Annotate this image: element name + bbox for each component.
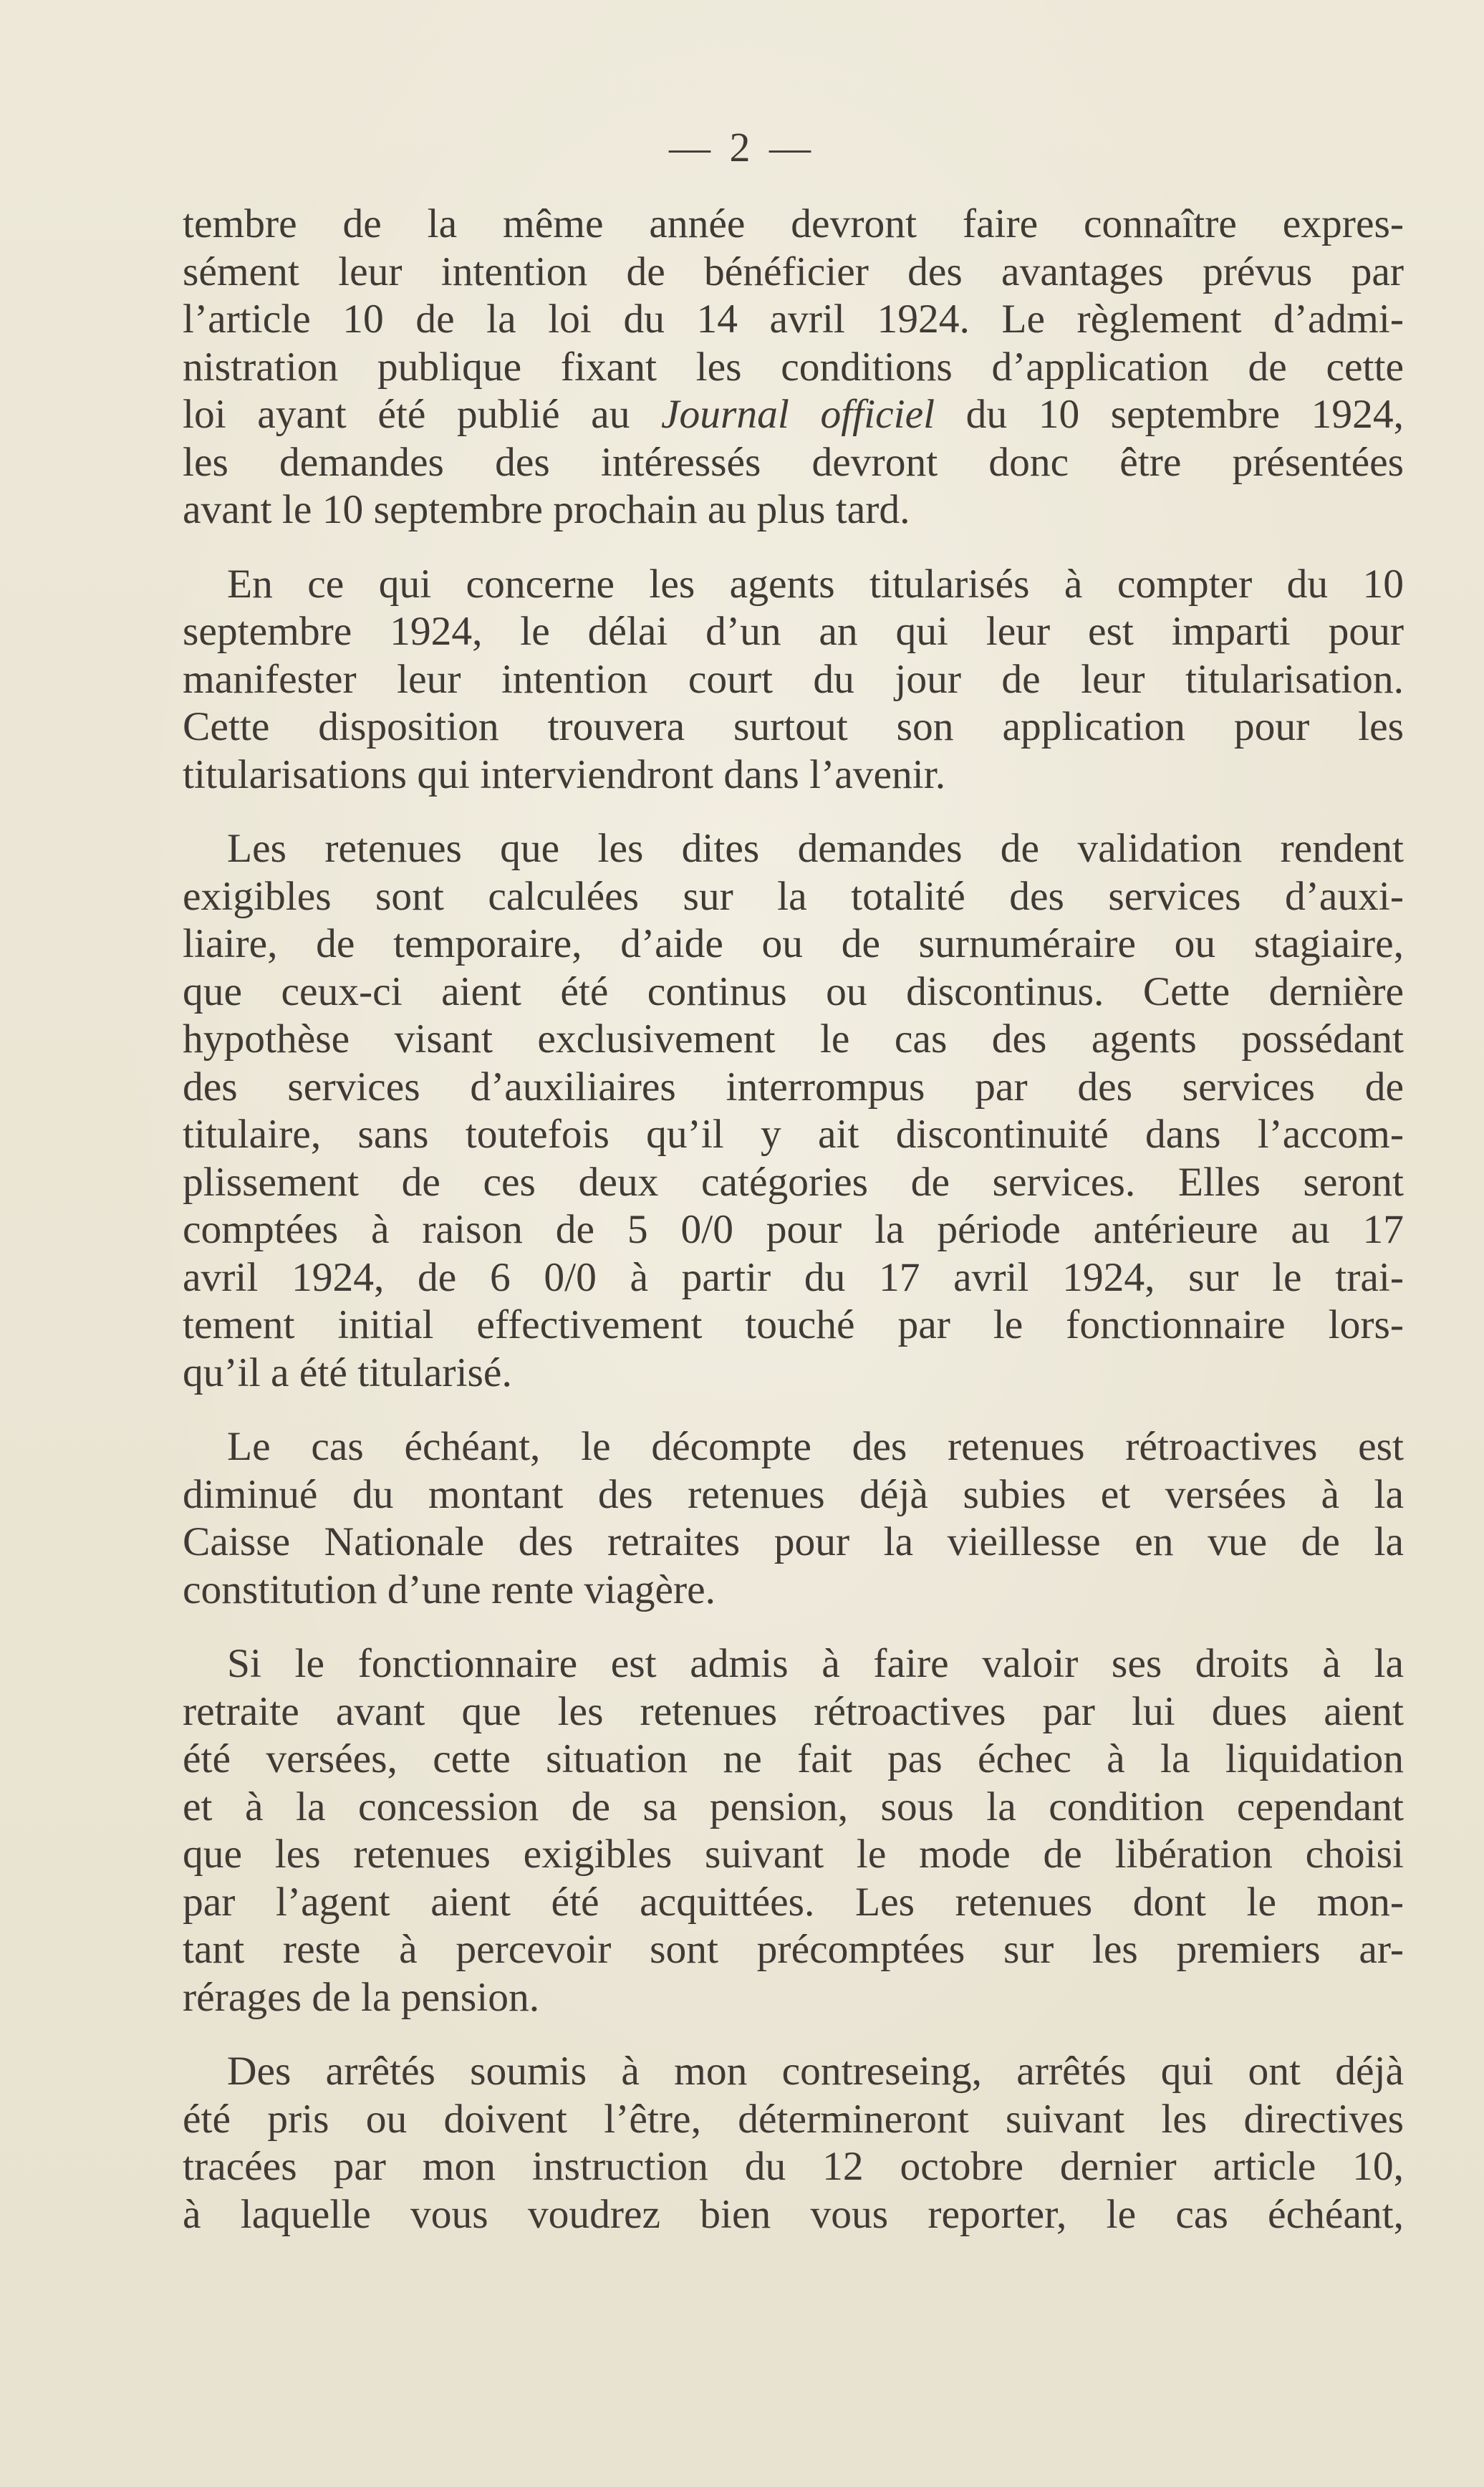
text-line: hypothèse visant exclusivement le cas des agents possédant <box>183 1016 1404 1062</box>
text-line: avril 1924, de 6 0/0 à partir du 17 avril 1924, sur le trai- <box>183 1254 1404 1300</box>
text-line: des services d’auxiliaires interrompus par des services de <box>183 1064 1404 1110</box>
text-line: Cette disposition trouvera surtout son application pour les <box>183 704 1404 749</box>
text-line: Si le fonctionnaire est admis à faire valoir ses droits à la <box>227 1641 1404 1686</box>
italic-title: Journal officiel <box>661 392 935 437</box>
text-line: nistration publique fixant les conditions d’application de cette <box>183 344 1404 390</box>
text-line: tement initial effectivement touché par le fonctionnaire lors- <box>183 1302 1404 1347</box>
text-line: comptées à raison de 5 0/0 pour la période antérieure au 17 <box>183 1207 1404 1252</box>
text-line: plissement de ces deux catégories de services. Elles seront <box>183 1159 1404 1205</box>
paragraph <box>183 1423 1404 1614</box>
text-line: septembre 1924, le délai d’un an qui leur est imparti pour <box>183 609 1404 654</box>
text-line: Caisse Nationale des retraites pour la vieillesse en vue de la <box>183 1519 1404 1564</box>
paragraph <box>183 561 1404 799</box>
text-line: et à la concession de sa pension, sous la condition cependant <box>183 1784 1404 1829</box>
paragraph <box>183 2048 1404 2238</box>
text-line: Des arrêtés soumis à mon contreseing, arrêtés qui ont déjà <box>227 2049 1404 2094</box>
text-line: En ce qui concerne les agents titularisés à compter du 10 <box>227 561 1404 607</box>
text-line: exigibles sont calculées sur la totalité des services d’auxi- <box>183 873 1404 919</box>
text-line: constitution d’une rente viagère. <box>183 1567 716 1612</box>
body-text <box>183 201 1404 2238</box>
text-line: que ceux-ci aient été continus ou discontinus. Cette dernière <box>183 968 1404 1014</box>
text-line: titularisations qui interviendront dans l’avenir. <box>183 751 946 797</box>
text-line: été versées, cette situation ne fait pas échec à la liquidation <box>183 1736 1404 1781</box>
text-line: diminué du montant des retenues déjà subies et versées à la <box>183 1471 1404 1517</box>
text-line: tant reste à percevoir sont précomptées sur les premiers ar- <box>183 1927 1404 1972</box>
paragraph <box>183 1640 1404 2021</box>
text-line: l’article 10 de la loi du 14 avril 1924. Le règlement d’admi- <box>183 297 1404 342</box>
text-line: sément leur intention de bénéficier des avantages prévus par <box>183 249 1404 294</box>
text-line: retraite avant que les retenues rétroactives par lui dues aient <box>183 1688 1404 1734</box>
text-line: loi ayant été publié au Journal officiel du 10 septembre 1924, <box>183 392 1404 437</box>
text-line: avant le 10 septembre prochain au plus tard. <box>183 487 910 532</box>
paragraph <box>183 825 1404 1397</box>
text-line: rérages de la pension. <box>183 1974 540 2020</box>
text-line: par l’agent aient été acquittées. Les retenues dont le mon- <box>183 1879 1404 1925</box>
text-line: à laquelle vous voudrez bien vous reporter, le cas échéant, <box>183 2191 1404 2237</box>
text-line: été pris ou doivent l’être, détermineront suivant les directives <box>183 2096 1404 2142</box>
text-line: Les retenues que les dites demandes de validation rendent <box>227 826 1404 871</box>
text-line: que les retenues exigibles suivant le mode de libération choisi <box>183 1832 1404 1877</box>
text-line: liaire, de temporaire, d’aide ou de surnuméraire ou stagiaire, <box>183 921 1404 966</box>
text-line: manifester leur intention court du jour de leur titularisation. <box>183 656 1404 702</box>
paragraph <box>183 201 1404 534</box>
text-line: tracées par mon instruction du 12 octobre dernier article 10, <box>183 2144 1404 2189</box>
text-line: tembre de la même année devront faire connaître expres- <box>183 201 1404 246</box>
text-line: Le cas échéant, le décompte des retenues rétroactives est <box>227 1424 1404 1469</box>
page-number: — 2 — <box>669 124 815 170</box>
text-line: qu’il a été titularisé. <box>183 1350 512 1395</box>
text-line: titulaire, sans toutefois qu’il y ait discontinuité dans l’accom- <box>183 1112 1404 1157</box>
text-line: les demandes des intéressés devront donc être présentées <box>183 439 1404 485</box>
